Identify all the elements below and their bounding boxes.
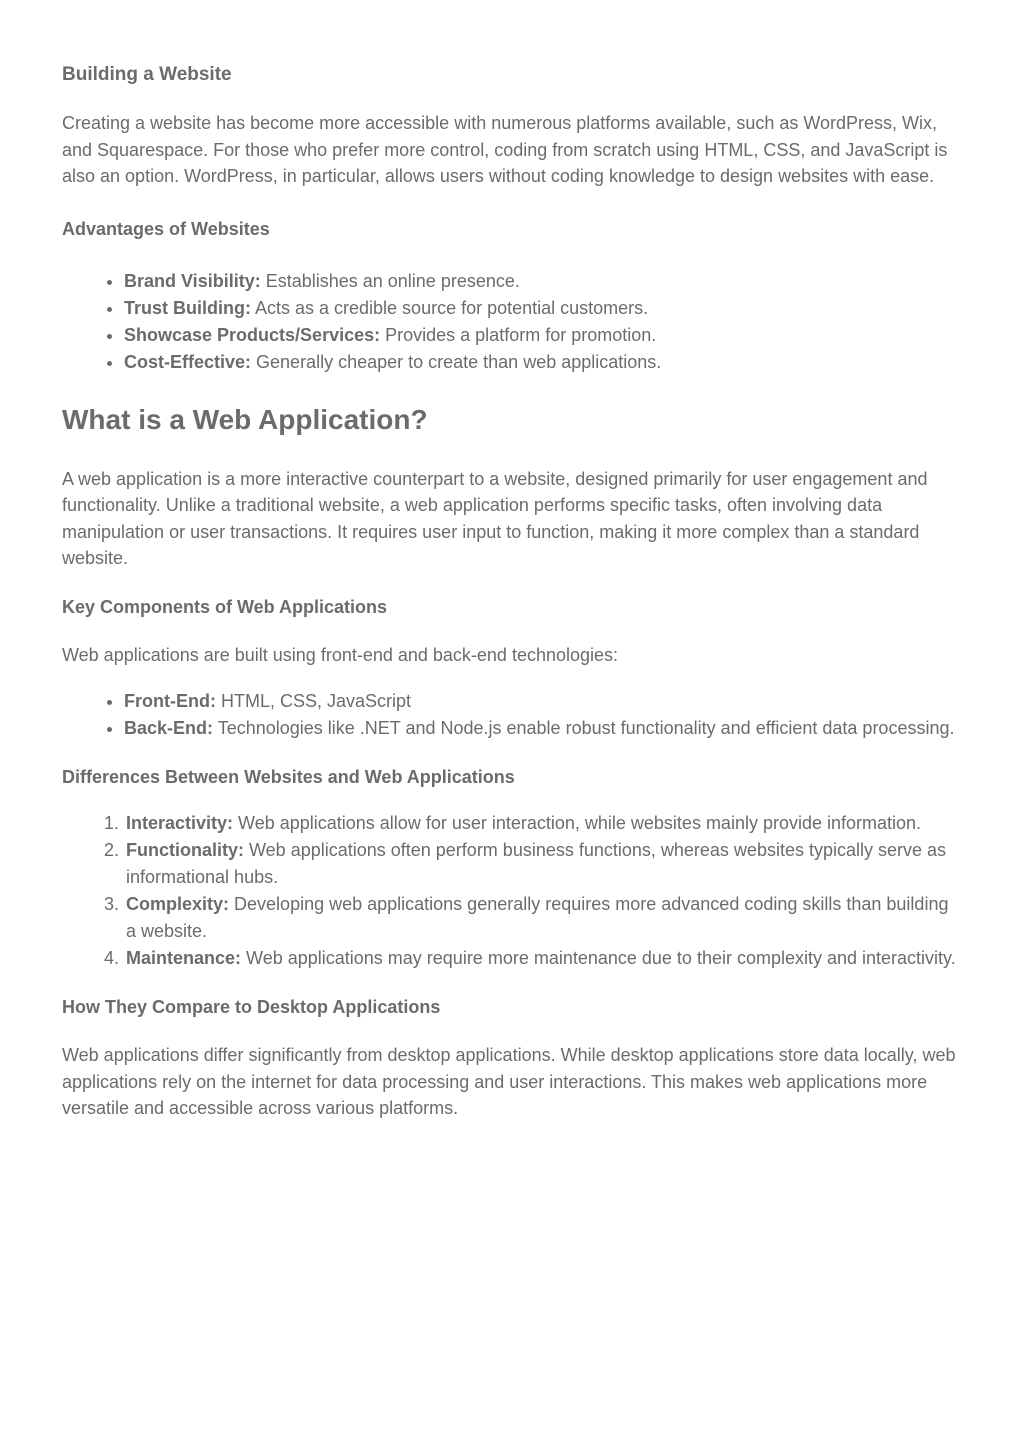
list-item <box>124 810 961 837</box>
list-item-text: Provides a platform for promotion. <box>380 324 657 345</box>
list-item-term: Back-End: <box>124 718 214 738</box>
list-item-text: Web applications allow for user interaction, while websites mainly provide information. <box>233 813 922 833</box>
differences-list <box>62 810 961 972</box>
key-components-heading: Key Components of Web Applications <box>62 596 388 617</box>
list-item-text: Web applications may require more maintenance due to their complexity and interactivity. <box>241 948 956 968</box>
list-item <box>124 945 961 972</box>
list-item-term: Front-End: <box>124 691 216 711</box>
list-item-text: Establishes an online presence. <box>260 270 520 291</box>
list-item-term: Brand Visibility: <box>124 270 261 291</box>
list-item-term: Maintenance: <box>126 948 242 968</box>
list-item-term: Complexity: <box>126 894 230 914</box>
list-item-term: Cost-Effective: <box>124 351 252 372</box>
list-item-text: Web applications often perform business functions, whereas websites typically serve as informational hubs. <box>126 840 947 887</box>
list-item <box>124 268 961 295</box>
list-item <box>124 295 961 322</box>
web-application-heading: What is a Web Application? <box>62 403 428 435</box>
list-item-text: HTML, CSS, JavaScript <box>215 691 412 711</box>
desktop-comparison-paragraph: Web applications differ significantly from desktop applications. While desktop applications store data locally, web applications rely on the internet for data processing and user interactions. This makes web applications more versatile and accessible across various platforms. <box>62 1045 956 1118</box>
list-item-term: Trust Building: <box>124 297 251 318</box>
advantages-heading: Advantages of Websites <box>62 218 270 239</box>
building-website-heading: Building a Website <box>62 64 232 85</box>
list-item-term: Showcase Products/Services: <box>124 324 381 345</box>
web-application-paragraph: A web application is a more interactive counterpart to a website, designed primarily for user engagement and functionality. Unlike a traditional website, a web application performs specific tasks, often involving data manipulation or user transactions. It requires user input to function, making it more complex than a standard website. <box>62 468 928 568</box>
key-components-intro: Web applications are built using front-end and back-end technologies: <box>62 644 619 665</box>
list-item-text: Technologies like .NET and Node.js enable robust functionality and efficient data processing. <box>213 718 955 738</box>
building-website-paragraph: Creating a website has become more accessible with numerous platforms available, such as WordPress, Wix, and Squarespace. For those who prefer more control, coding from scratch using HTML, CSS, and JavaScript is also an option. WordPress, in particular, allows users without coding knowledge to design websites with ease. <box>62 113 948 186</box>
list-item <box>124 837 961 891</box>
list-item <box>124 688 961 715</box>
list-item-text: Developing web applications generally requires more advanced coding skills than building a website. <box>126 894 949 941</box>
list-item <box>124 349 961 376</box>
differences-heading: Differences Between Websites and Web Applications <box>62 767 515 787</box>
desktop-comparison-heading: How They Compare to Desktop Applications <box>62 997 441 1017</box>
list-item <box>124 715 961 742</box>
list-item <box>124 891 961 945</box>
list-item-text: Generally cheaper to create than web applications. <box>251 351 662 372</box>
list-item-term: Functionality: <box>126 840 244 860</box>
list-item <box>124 322 961 349</box>
list-item-term: Interactivity: <box>126 813 234 833</box>
advantages-list <box>62 268 961 376</box>
list-item-text: Acts as a credible source for potential customers. <box>250 297 649 318</box>
components-list <box>62 688 961 742</box>
